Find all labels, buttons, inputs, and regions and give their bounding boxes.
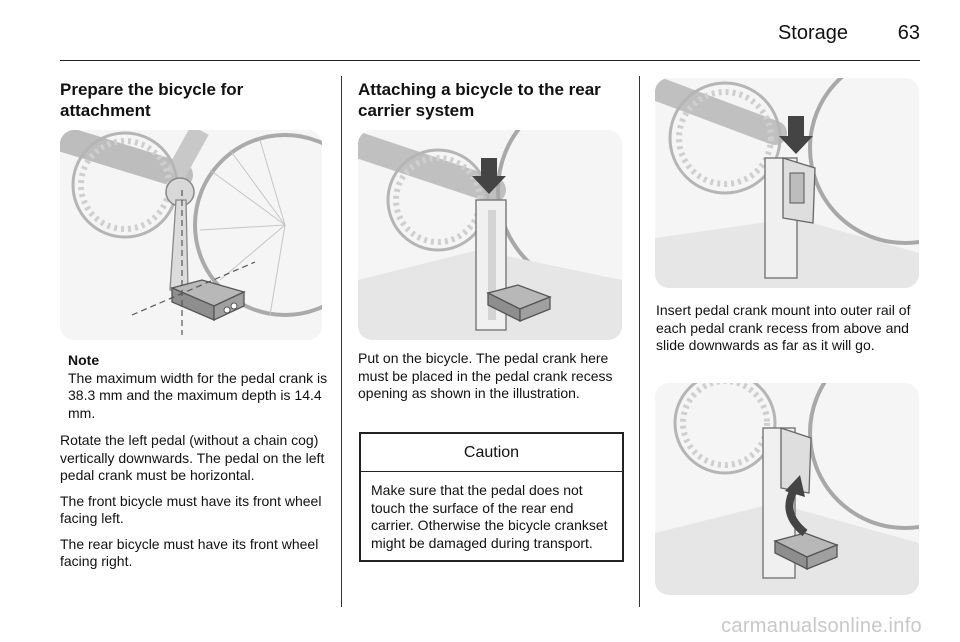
note-title: Note (68, 352, 100, 368)
right-body-text: Insert pedal crank mount into outer rail of each pedal crank recess from above and slide downwards as far as it will go. (656, 302, 911, 353)
caution-title: Caution (361, 434, 622, 472)
column-divider-right (639, 76, 640, 607)
illustration-pedal-crank (60, 130, 322, 340)
illustration-crank-recess (358, 130, 622, 340)
middle-body-text: Put on the bicycle. The pedal crank here must be placed in the pedal crank recess opening as shown in the illustration. (358, 350, 613, 401)
heading-prepare-bicycle: Prepare the bicycle for attachment (60, 80, 244, 120)
section-title: Storage (777, 22, 848, 44)
left-body-text (60, 432, 332, 579)
illustration-insert-mount (655, 78, 919, 288)
illustration-slide-down (655, 383, 919, 595)
note-text: The maximum width for the pedal crank is 38.3 mm and the maximum depth is 14.4 mm. (68, 369, 328, 421)
caution-text: Make sure that the pedal does not touch the surface of the rear end carrier. Otherwise the bicycle crankset might be damaged during transport. (371, 482, 608, 551)
header-rule (60, 60, 920, 61)
note-block (68, 352, 330, 422)
page-number: 63 (897, 22, 920, 44)
column-divider-left (341, 76, 342, 607)
heading-attaching-bicycle: Attaching a bicycle to the rear carrier system (358, 80, 601, 120)
caution-box (359, 432, 624, 562)
paragraph-front-bicycle: The front bicycle must have its front wheel facing left. (60, 492, 322, 526)
paragraph-rear-bicycle: The rear bicycle must have its front wheel facing right. (60, 535, 319, 569)
paragraph-rotate-pedal: Rotate the left pedal (without a chain cog) vertically downwards. The pedal on the left pedal crank must be horizontal. (60, 432, 325, 483)
watermark-text: carmanualsonline.info (721, 615, 922, 637)
